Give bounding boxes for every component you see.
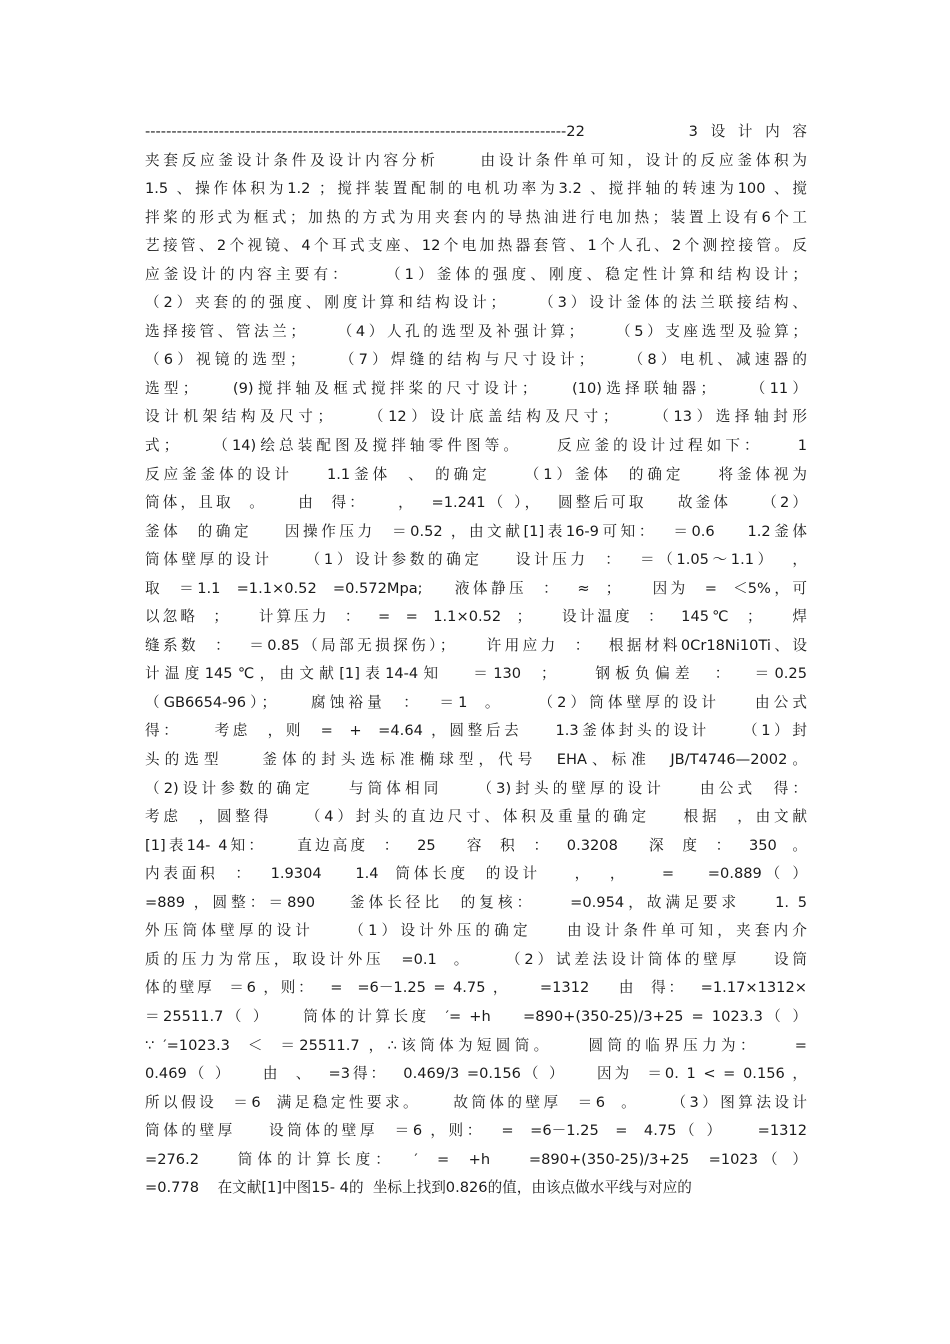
text-line: 所以假设 ＝6 满足稳定性要求。 故筒体的壁厚 ＝6 。 （3）图算法设计 xyxy=(145,1093,807,1111)
document-body xyxy=(145,118,807,1203)
text-line: 头的选型 釜体的封头选标准椭球型，代号 EHA、标准 JB/T4746—2002。 xyxy=(145,751,807,769)
text-line: 质的压力为常压，取设计外压 =0.1 。 （2）试差法设计筒体的壁厚 设筒 xyxy=(145,950,807,968)
text-line: （6）视镜的选型； （7）焊缝的结构与尺寸设计； （8）电机、减速器的 xyxy=(145,351,807,369)
text-line: =889 ，圆整：＝890 釜体长径比 的复核： =0.954，故满足要求 1. 5 xyxy=(145,893,807,911)
text-line: 釜体 的确定 因操作压力 ＝0.52 ，由文献[1]表16-9可知： ＝0.6 1.2釜体 xyxy=(145,522,807,540)
text-line: 夹套反应釜设计条件及设计内容分析 由设计条件单可知，设计的反应釜体积为 xyxy=(145,151,807,169)
text-line: 0.469（ ） 由 、 =3得： 0.469/3 =0.156（ ） 因为 ＝0. 1 < = 0.156 ， xyxy=(145,1065,807,1083)
text-line: （2）夹套的的强度、刚度计算和结构设计； （3）设计釜体的法兰联接结构、 xyxy=(145,294,807,312)
text-line: 考虑 ，圆整得 （4）封头的直边尺寸、体积及重量的确定 根据 ，由文献 xyxy=(145,808,807,826)
text-line: --------------------------------------------------------------------------------22 3设计内容 xyxy=(145,123,807,140)
text-line: 设计机架结构及尺寸； （12）设计底盖结构及尺寸； （13）选择轴封形 xyxy=(145,408,807,426)
text-line: 以忽略 ； 计算压力 ： = = 1.1×0.52 ； 设计温度 ： 145℃ ； 焊 xyxy=(145,608,807,626)
text-line: ∵ ′=1023.3 ＜ ＝25511.7 ，∴该筒体为短圆筒。 圆筒的临界压力为： = xyxy=(145,1036,807,1054)
text-line: 取 ＝1.1 =1.1×0.52 =0.572Mpa; 液体静压 ： ≈ ； 因为 = ＜5%，可 xyxy=(145,579,807,597)
text-line: =0.778 在文献[1]中图15- 4的 坐标上找到0.826的值，由该点做水平线与对应的 xyxy=(145,1179,692,1197)
text-line: （GB6654-96）； 腐蚀裕量 ： ＝1 。 （2）筒体壁厚的设计 由公式 xyxy=(145,693,807,711)
text-line: 筒体，且取 。 由 得： ， =1.241（ ）， 圆整后可取 故釜体 （2） xyxy=(145,494,807,512)
text-line: 反应釜釜体的设计 1.1釜体 、 的确定 （1）釜体 的确定 将釜体视为 xyxy=(145,465,807,483)
text-line: 应釜设计的内容主要有： （1）釜体的强度、刚度、稳定性计算和结构设计； xyxy=(145,265,807,283)
text-line: 内表面积 ： 1.9304 1.4 筒体长度 的设计 ， ， = =0.889（ ） xyxy=(145,865,807,883)
text-line: 筒体的壁厚 设筒体的壁厚 ＝6 ，则： = =6－1.25 = 4.75（ ） =1312 xyxy=(145,1122,807,1140)
text-line: 外压筒体壁厚的设计 （1）设计外压的确定 由设计条件单可知，夹套内介 xyxy=(145,922,807,940)
text-line: 体的壁厚 ＝6 ，则： = =6－1.25 = 4.75 ， =1312 由 得： =1.17×1312× xyxy=(145,979,807,997)
text-line: 计温度145℃，由文献[1]表14-4知 ＝130 ； 钢板负偏差 ： ＝0.25 xyxy=(145,665,807,683)
text-line: 拌桨的形式为框式；加热的方式为用夹套内的导热油进行电加热；装置上设有6个工 xyxy=(145,208,807,226)
text-line: 1.5 、操作体积为1.2 ；搅拌装置配制的电机功率为3.2 、搅拌轴的转速为100 、搅 xyxy=(145,180,807,198)
text-line: 选择接管、管法兰； （4）人孔的选型及补强计算； （5）支座选型及验算； xyxy=(145,322,807,340)
text-line: 得： 考虑 ，则 = + =4.64 ，圆整后去 1.3釜体封头的设计 （1）封 xyxy=(145,722,807,740)
text-line: （2)设计参数的确定 与筒体相同 （3)封头的壁厚的设计 由公式 得： xyxy=(145,779,807,797)
text-line: =276.2 筒体的计算长度： ′ = +h =890+(350-25)/3+25 =1023（ ） xyxy=(145,1150,807,1168)
text-line: [1]表14- 4知： 直边高度 ： 25 容 积 ： 0.3208 深 度 ： 350 。 xyxy=(145,836,807,854)
text-line: 缝系数 ： ＝0.85（局部无损探伤）； 许用应力 ： 根据材料0Cr18Ni10Ti、设 xyxy=(145,636,807,654)
text-line: 艺接管、2个视镜、4个耳式支座、12个电加热器套管、1个人孔、2个测控接管。反 xyxy=(145,237,807,255)
text-line: 选型； (9)搅拌轴及框式搅拌桨的尺寸设计； (10)选择联轴器； （11） xyxy=(145,379,807,397)
text-line: 筒体壁厚的设计 （1）设计参数的确定 设计压力 ： ＝（1.05～1.1） ， xyxy=(145,551,807,569)
text-line: 式； （14)绘总装配图及搅拌轴零件图等。 反应釜的设计过程如下： 1 xyxy=(145,437,807,455)
text-line: ＝25511.7（ ） 筒体的计算长度 ′= +h =890+(350-25)/3+25 = 1023.3（ ） xyxy=(145,1007,807,1025)
